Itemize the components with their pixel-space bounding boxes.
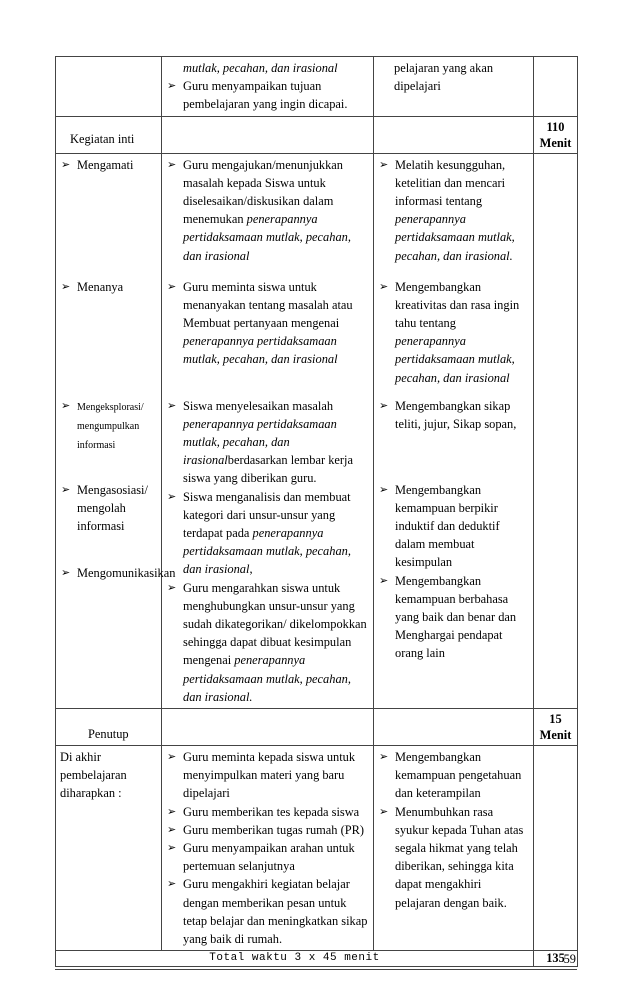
list-item [60, 481, 157, 536]
list-item [166, 397, 369, 488]
body-text: Mengembangkan kreativitas dan rasa ingin tahu tentang [395, 279, 520, 331]
list-item [60, 397, 157, 454]
penutup-duration: 15 Menit [534, 709, 578, 746]
arrow-bullet-icon: ➢ [61, 398, 71, 412]
body-text: Mengembangkan kemampuan berpikir induktif dan deduktif dalam membuat kesimpulan [395, 482, 500, 570]
topic-text: penerapannya pertidaksamaan mutlak, pecahan, dan irasional [183, 334, 338, 367]
body-text: berdasarkan lembar kerja siswa yang diberikan guru. [183, 453, 353, 486]
body-text: Guru menyampaikan tujuan pembelajaran yang ingin dicapai. [183, 79, 348, 112]
arrow-bullet-icon: ➢ [379, 279, 389, 293]
phase-block [60, 278, 157, 397]
body-text: Siswa menganalisis dan membuat kategori dari unsur-unsur yang terdapat pada [183, 489, 351, 541]
phase-block [60, 481, 157, 564]
total-value: 135 [534, 951, 578, 967]
arrow-bullet-icon: ➢ [61, 279, 71, 293]
topic-text: penerapannya pertidaksamaan mutlak, pecahan, dan irasional [395, 334, 515, 385]
list-item [166, 875, 369, 948]
list-item [60, 156, 157, 174]
body-text: Mengembangkan sikap teliti, jujur, Sikap sopan, [395, 398, 517, 431]
list-item [378, 481, 529, 572]
list-item [166, 803, 369, 821]
arrow-bullet-icon: ➢ [167, 489, 177, 503]
body-text: Melatih kesungguhan, ketelitian dan mencari informasi tentang [395, 157, 506, 209]
arrow-bullet-icon: ➢ [167, 804, 177, 818]
penutup-body-row [56, 746, 578, 951]
phase-label: Mengasosiasi/ mengolah informasi [77, 482, 148, 534]
topic-text: penerapannya pertidaksamaan mutlak, pecahan, dan irasional. [395, 212, 515, 263]
body-text: Mengembangkan kemampuan berbahasa yang baik dan benar dan Menghargai pendapat orang lain [395, 573, 517, 661]
list-item [378, 156, 529, 265]
arrow-bullet-icon: ➢ [379, 157, 389, 171]
arrow-bullet-icon: ➢ [167, 580, 177, 594]
continued-row [56, 57, 578, 117]
guru-block [166, 278, 369, 397]
phase-label: Mengeksplorasi/ mengumpulkan informasi [77, 401, 144, 451]
tujuan-block [378, 397, 529, 481]
topic-text: penerapannya pertidaksamaan mutlak, pecahan, dan irasional [183, 526, 351, 577]
tujuan-block [378, 481, 529, 572]
list-item [378, 278, 529, 387]
total-label: Total waktu 3 x 45 menit [56, 951, 534, 967]
penutup-tujuan-cell [374, 746, 534, 951]
guru-activity-cell [162, 153, 374, 708]
double-rule [55, 969, 577, 970]
list-item [378, 397, 529, 433]
tujuan-block [378, 278, 529, 397]
list-item [166, 488, 369, 579]
tujuan-cell [374, 153, 534, 708]
body-text: Guru memberikan tes kepada siswa [183, 804, 360, 819]
body-text: Siswa menyelesaikan masalah [183, 398, 334, 413]
phase-label: Mengamati [77, 157, 134, 172]
guru-block [166, 579, 369, 706]
arrow-bullet-icon: ➢ [61, 157, 71, 171]
penutup-guru-cell [162, 746, 374, 951]
arrow-bullet-icon: ➢ [167, 750, 177, 764]
lesson-plan-table [55, 56, 578, 967]
body-text: Guru memberikan tugas rumah (PR) [183, 822, 365, 837]
list-item [378, 748, 529, 803]
list-item [166, 278, 369, 369]
list-item [166, 748, 369, 803]
tujuan-block [378, 572, 529, 692]
arrow-bullet-icon: ➢ [379, 482, 389, 496]
phase-block [60, 397, 157, 481]
page-number: 59 [563, 952, 576, 966]
penutup-label: Penutup [56, 709, 162, 746]
list-item [166, 821, 369, 839]
phase-block [60, 156, 157, 278]
kegiatan-inti-body-row [56, 153, 578, 708]
body-text: Guru menyampaikan arahan untuk pertemuan selanjutnya [183, 841, 355, 874]
body-text: Guru meminta siswa untuk menanyakan tentang masalah atau Membuat pertanyaan mengenai [183, 279, 353, 331]
body-text: Guru mengakhiri kegiatan belajar dengan memberikan pesan untuk tetap belajar dan meningkatkan sikap yang baik di rumah. [183, 877, 368, 947]
list-item [166, 77, 369, 113]
topic-text: penerapannya pertidaksamaan mutlak, pecahan, dan irasional. [183, 653, 351, 704]
arrow-bullet-icon: ➢ [379, 398, 389, 412]
list-item [166, 156, 369, 265]
body-text: , [249, 562, 253, 577]
list-item [166, 579, 369, 706]
total-row [56, 951, 578, 967]
list-item [378, 572, 529, 663]
list-item [166, 59, 369, 77]
arrow-bullet-icon: ➢ [167, 79, 177, 93]
arrow-bullet-icon: ➢ [167, 398, 177, 412]
body-text: Guru meminta kepada siswa untuk menyimpulkan materi yang baru dipelajari [183, 750, 356, 801]
phase-label: Mengomunikasikan [77, 565, 176, 580]
topic-text: mutlak, pecahan, dan irasional [183, 61, 338, 75]
phase-block [60, 564, 176, 684]
body-text: Mengembangkan kemampuan pengetahuan dan keterampilan [395, 750, 522, 801]
body-text: Guru mengarahkan siswa untuk menghubungkan unsur-unsur yang sudah dikategorikan/ dikelompokkan sehingga dapat dibuat kesimpulan mengenai [183, 580, 367, 668]
arrow-bullet-icon: ➢ [167, 279, 177, 293]
kegiatan-inti-label: Kegiatan inti [56, 116, 162, 153]
topic-text: penerapannya pertidaksamaan mutlak, pecahan, dan irasional [183, 416, 337, 468]
list-item [378, 803, 529, 912]
body-text: Menumbuhkan rasa syukur kepada Tuhan atas segala hikmat yang telah diberikan, sehingga kita dapat mengakhiri pelajaran dengan baik. [395, 804, 524, 910]
kegiatan-inti-duration: 110 Menit [534, 116, 578, 153]
arrow-bullet-icon: ➢ [379, 750, 389, 764]
continued-guru-cell [162, 57, 374, 117]
arrow-bullet-icon: ➢ [167, 822, 177, 836]
arrow-bullet-icon: ➢ [61, 482, 71, 496]
phase-label: Menanya [77, 279, 124, 294]
tujuan-block [378, 156, 529, 278]
list-item [166, 839, 369, 875]
guru-block [166, 488, 369, 579]
topic-text: penerapannya pertidaksamaan mutlak, pecahan, dan irasional [183, 212, 351, 263]
guru-block [166, 156, 369, 278]
arrow-bullet-icon: ➢ [167, 841, 177, 855]
continued-tujuan-cell: pelajaran yang akan dipelajari [374, 57, 534, 117]
list-item [60, 564, 176, 582]
guru-block [166, 397, 369, 488]
kegiatan-inti-header-row [56, 116, 578, 153]
phase-cell [56, 153, 176, 708]
arrow-bullet-icon: ➢ [167, 877, 177, 891]
body-text: Guru mengajukan/menunjukkan masalah kepada Siswa untuk diselesaikan/diskusikan dalam menemukan [183, 157, 344, 227]
arrow-bullet-icon: ➢ [167, 157, 177, 171]
arrow-bullet-icon: ➢ [379, 573, 389, 587]
penutup-header-row [56, 709, 578, 746]
penutup-intro-cell: Di akhir pembelajaran diharapkan : [56, 746, 162, 951]
arrow-bullet-icon: ➢ [61, 565, 71, 579]
arrow-bullet-icon: ➢ [379, 804, 389, 818]
list-item [60, 278, 157, 296]
